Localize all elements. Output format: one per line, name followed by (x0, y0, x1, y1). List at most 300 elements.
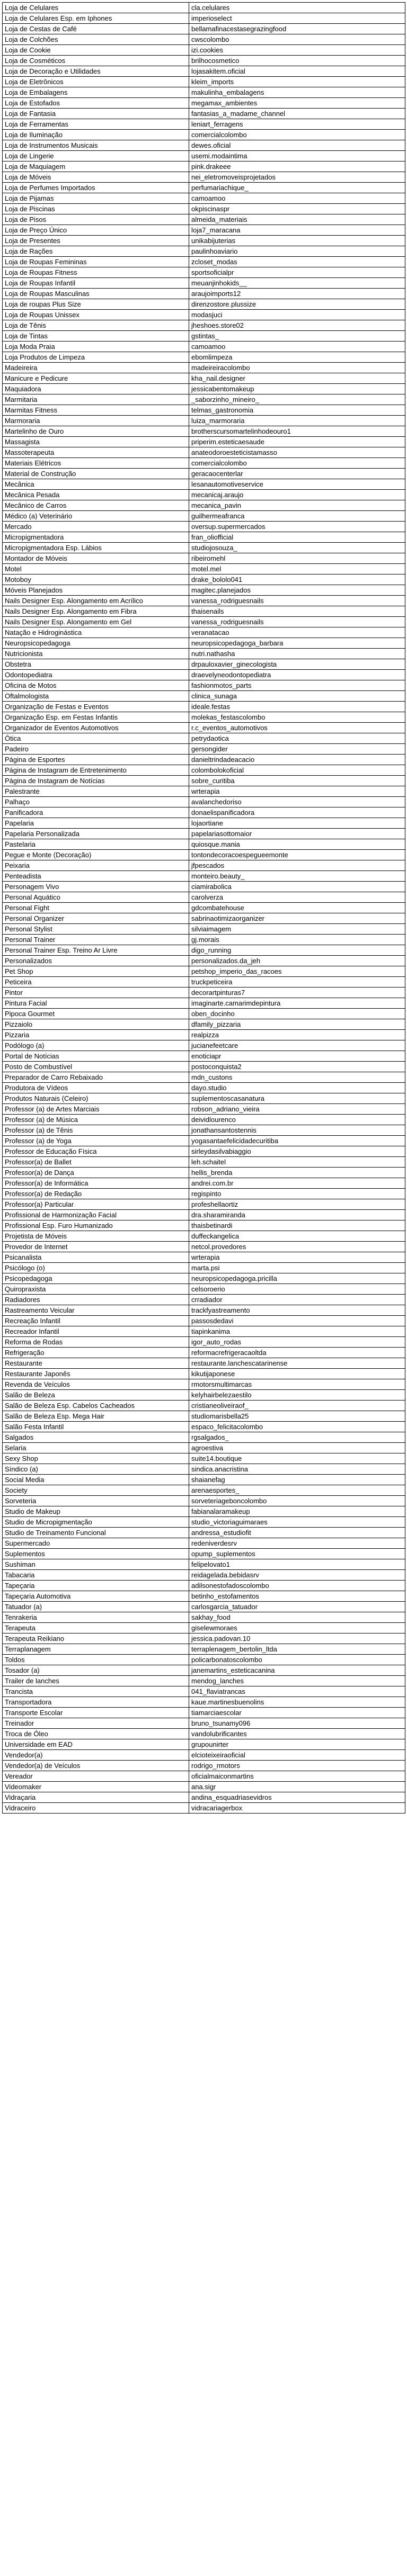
category-cell[interactable]: Tabacaria (3, 1570, 189, 1581)
instagram-handle-cell[interactable]: jessica.padovan.10 (189, 1633, 405, 1644)
instagram-handle-cell[interactable]: neuropsicopedagoga.pricilla (189, 1273, 405, 1284)
category-cell[interactable]: Society (3, 1485, 189, 1496)
category-cell[interactable]: Motel (3, 564, 189, 575)
instagram-handle-cell[interactable]: sabrinaotimizaorganizer (189, 913, 405, 924)
instagram-handle-cell[interactable]: jucianefeetcare (189, 1040, 405, 1051)
category-cell[interactable]: Pet Shop (3, 966, 189, 977)
category-cell[interactable]: Troca de Óleo (3, 1729, 189, 1739)
instagram-handle-cell[interactable]: bruno_tsunamy096 (189, 1718, 405, 1729)
category-cell[interactable]: Salão Festa Infantil (3, 1422, 189, 1432)
category-cell[interactable]: Rastreamento Veicular (3, 1305, 189, 1316)
instagram-handle-cell[interactable]: donaelispanificadora (189, 807, 405, 818)
instagram-handle-cell[interactable]: gersongider (189, 744, 405, 755)
category-cell[interactable]: Peixaria (3, 860, 189, 871)
category-cell[interactable]: Profissional de Harmonização Facial (3, 1210, 189, 1220)
category-cell[interactable]: Loja de Roupas Unissex (3, 310, 189, 320)
instagram-handle-cell[interactable]: reidagelada.bebidasrv (189, 1570, 405, 1581)
category-cell[interactable]: Loja de Roupas Infantil (3, 278, 189, 289)
instagram-handle-cell[interactable]: andina_esquadriasevidros (189, 1792, 405, 1803)
instagram-handle-cell[interactable]: trackfyastreamento (189, 1305, 405, 1316)
category-cell[interactable]: Pastelaria (3, 839, 189, 850)
category-cell[interactable]: Organização de Festas e Eventos (3, 702, 189, 712)
instagram-handle-cell[interactable]: sirleydasilvabiaggio (189, 1146, 405, 1157)
category-cell[interactable]: Salão de Beleza Esp. Mega Hair (3, 1411, 189, 1422)
instagram-handle-cell[interactable]: profeshellaortiz (189, 1199, 405, 1210)
instagram-handle-cell[interactable]: izi.cookies (189, 45, 405, 56)
instagram-handle-cell[interactable]: mendog_lanches (189, 1676, 405, 1686)
instagram-handle-cell[interactable]: _saborzinho_mineiro_ (189, 394, 405, 405)
instagram-handle-cell[interactable]: loja7_maracana (189, 225, 405, 236)
instagram-handle-cell[interactable]: giselewmoraes (189, 1623, 405, 1633)
category-cell[interactable]: Loja de Presentes (3, 236, 189, 246)
category-cell[interactable]: Nails Designer Esp. Alongamento em Fibra (3, 606, 189, 617)
category-cell[interactable]: Loja de Iluminação (3, 130, 189, 140)
category-cell[interactable]: Loja de Eletrônicos (3, 77, 189, 87)
category-cell[interactable]: Mercado (3, 522, 189, 532)
category-cell[interactable]: Loja de Pijamas (3, 193, 189, 204)
instagram-handle-cell[interactable]: luiza_marmoraria (189, 416, 405, 426)
category-cell[interactable]: Salão de Beleza (3, 1390, 189, 1401)
instagram-handle-cell[interactable]: kaue.martinesbuenolins (189, 1697, 405, 1708)
instagram-handle-cell[interactable]: betinho_estofamentos (189, 1591, 405, 1602)
category-cell[interactable]: Micropigmentadora (3, 532, 189, 543)
instagram-handle-cell[interactable]: shaianefag (189, 1475, 405, 1485)
instagram-handle-cell[interactable]: hellis_brenda (189, 1168, 405, 1178)
instagram-handle-cell[interactable]: carolverza (189, 892, 405, 903)
instagram-handle-cell[interactable]: paulinhoaviario (189, 246, 405, 257)
category-cell[interactable]: Página de Instagram de Notícias (3, 776, 189, 786)
instagram-handle-cell[interactable]: guilhermeafranca (189, 511, 405, 522)
instagram-handle-cell[interactable]: deividlourenco (189, 1115, 405, 1125)
category-cell[interactable]: Peticeira (3, 977, 189, 988)
category-cell[interactable]: Pegue e Monte (Decoração) (3, 850, 189, 860)
instagram-handle-cell[interactable]: neuropsicopedagoga_barbara (189, 638, 405, 649)
instagram-handle-cell[interactable]: imperioselect (189, 13, 405, 24)
instagram-handle-cell[interactable]: oversup.supermercados (189, 522, 405, 532)
instagram-handle-cell[interactable]: igor_auto_rodas (189, 1337, 405, 1348)
category-cell[interactable]: Loja de Estofados (3, 98, 189, 109)
category-cell[interactable]: Toldos (3, 1655, 189, 1665)
category-cell[interactable]: Tenrakeria (3, 1612, 189, 1623)
category-cell[interactable]: Sorveteria (3, 1496, 189, 1506)
category-cell[interactable]: Obstetra (3, 659, 189, 670)
instagram-handle-cell[interactable]: lojaortiane (189, 818, 405, 829)
instagram-handle-cell[interactable]: 041_flaviatrancas (189, 1686, 405, 1697)
category-cell[interactable]: Podólogo (a) (3, 1040, 189, 1051)
instagram-handle-cell[interactable]: sorveteriageboncolombo (189, 1496, 405, 1506)
category-cell[interactable]: Transportadora (3, 1697, 189, 1708)
category-cell[interactable]: Marmitas Fitness (3, 405, 189, 416)
category-cell[interactable]: Personal Organizer (3, 913, 189, 924)
instagram-handle-cell[interactable]: fantasias_a_madame_channel (189, 109, 405, 119)
instagram-handle-cell[interactable]: quiosque.mania (189, 839, 405, 850)
category-cell[interactable]: Martelinho de Ouro (3, 426, 189, 437)
category-cell[interactable]: Sushiman (3, 1559, 189, 1570)
category-cell[interactable]: Loja de Preço Único (3, 225, 189, 236)
category-cell[interactable]: Reforma de Rodas (3, 1337, 189, 1348)
category-cell[interactable]: Videomaker (3, 1782, 189, 1792)
category-cell[interactable]: Página de Instagram de Entretenimento (3, 765, 189, 776)
category-cell[interactable]: Montador de Móveis (3, 553, 189, 564)
instagram-handle-cell[interactable]: regispinto (189, 1189, 405, 1199)
instagram-handle-cell[interactable]: decorartpinturas7 (189, 988, 405, 998)
instagram-handle-cell[interactable]: truckpeticeira (189, 977, 405, 988)
category-cell[interactable]: Penteadista (3, 871, 189, 882)
category-cell[interactable]: Nails Designer Esp. Alongamento em Acrílico (3, 596, 189, 606)
instagram-handle-cell[interactable]: modasjuci (189, 310, 405, 320)
instagram-handle-cell[interactable]: petshop_imperio_das_racoes (189, 966, 405, 977)
category-cell[interactable]: Terraplanagem (3, 1644, 189, 1655)
instagram-handle-cell[interactable]: mecanica_pavin (189, 500, 405, 511)
category-cell[interactable]: Psicopedagoga (3, 1273, 189, 1284)
category-cell[interactable]: Tosador (a) (3, 1665, 189, 1676)
instagram-handle-cell[interactable]: andrei.com.br (189, 1178, 405, 1189)
category-cell[interactable]: Panificadora (3, 807, 189, 818)
instagram-handle-cell[interactable]: agroestiva (189, 1443, 405, 1453)
category-cell[interactable]: Vendedor(a) de Veículos (3, 1761, 189, 1771)
category-cell[interactable]: Loja de Cestas de Café (3, 24, 189, 34)
category-cell[interactable]: Loja de Ferramentas (3, 119, 189, 130)
category-cell[interactable]: Produtos Naturais (Celeiro) (3, 1093, 189, 1104)
category-cell[interactable]: Tapeçaria (3, 1581, 189, 1591)
instagram-handle-cell[interactable]: priperim.esteticaesaude (189, 437, 405, 447)
instagram-handle-cell[interactable]: gj.morais (189, 935, 405, 945)
category-cell[interactable]: Massoterapeuta (3, 447, 189, 458)
instagram-handle-cell[interactable]: personalizados.da_jeh (189, 956, 405, 966)
instagram-handle-cell[interactable]: studio_victoriaguimaraes (189, 1517, 405, 1528)
category-cell[interactable]: Personal Trainer Esp. Treino Ar Livre (3, 945, 189, 956)
instagram-handle-cell[interactable]: lesanautomotiveservice (189, 479, 405, 490)
instagram-handle-cell[interactable]: marta.psi (189, 1263, 405, 1273)
category-cell[interactable]: Personal Aquático (3, 892, 189, 903)
category-cell[interactable]: Micropigmentadora Esp. Lábios (3, 543, 189, 553)
instagram-handle-cell[interactable]: jheshoes.store02 (189, 320, 405, 331)
category-cell[interactable]: Pipoca Gourmet (3, 1009, 189, 1019)
instagram-handle-cell[interactable]: leniart_ferragens (189, 119, 405, 130)
category-cell[interactable]: Suplementos (3, 1549, 189, 1559)
category-cell[interactable]: Studio de Makeup (3, 1506, 189, 1517)
category-cell[interactable]: Professor(a) de Dança (3, 1168, 189, 1178)
instagram-handle-cell[interactable]: gdcombatehouse (189, 903, 405, 913)
category-cell[interactable]: Marmoraria (3, 416, 189, 426)
category-cell[interactable]: Loja de Piscinas (3, 204, 189, 214)
instagram-handle-cell[interactable]: digo_running (189, 945, 405, 956)
instagram-handle-cell[interactable]: dra.sharamiranda (189, 1210, 405, 1220)
category-cell[interactable]: Manicure e Pedicure (3, 373, 189, 384)
instagram-handle-cell[interactable]: avalanchedoriso (189, 797, 405, 807)
category-cell[interactable]: Mecânico de Carros (3, 500, 189, 511)
instagram-handle-cell[interactable]: drake_bololo041 (189, 575, 405, 585)
category-cell[interactable]: Maquiadora (3, 384, 189, 394)
instagram-handle-cell[interactable]: tontondecoracoespegueemonte (189, 850, 405, 860)
category-cell[interactable]: Produtora de Vídeos (3, 1083, 189, 1093)
instagram-handle-cell[interactable]: silviaimagem (189, 924, 405, 935)
category-cell[interactable]: Studio de Treinamento Funcional (3, 1528, 189, 1538)
instagram-handle-cell[interactable]: opump_suplementos (189, 1549, 405, 1559)
category-cell[interactable]: Professor (a) de Artes Marciais (3, 1104, 189, 1115)
instagram-handle-cell[interactable]: dfamily_pizzaria (189, 1019, 405, 1030)
category-cell[interactable]: Loja de Celulares (3, 3, 189, 13)
category-cell[interactable]: Trancista (3, 1686, 189, 1697)
category-cell[interactable]: Loja de Roupas Fitness (3, 267, 189, 278)
category-cell[interactable]: Motoboy (3, 575, 189, 585)
category-cell[interactable]: Personal Stylist (3, 924, 189, 935)
instagram-handle-cell[interactable]: carlosgarcia_tatuador (189, 1602, 405, 1612)
instagram-handle-cell[interactable]: enoticiapr (189, 1051, 405, 1062)
instagram-handle-cell[interactable]: passosdedavi (189, 1316, 405, 1326)
category-cell[interactable]: Personagem Vivo (3, 882, 189, 892)
category-cell[interactable]: Vereador (3, 1771, 189, 1782)
instagram-handle-cell[interactable]: vandolubrificantes (189, 1729, 405, 1739)
instagram-handle-cell[interactable]: meuanjinhokids__ (189, 278, 405, 289)
instagram-handle-cell[interactable]: thaisenails (189, 606, 405, 617)
instagram-handle-cell[interactable]: ana.sigr (189, 1782, 405, 1792)
instagram-handle-cell[interactable]: studiojosouza_ (189, 543, 405, 553)
category-cell[interactable]: Pizzaiolo (3, 1019, 189, 1030)
category-cell[interactable]: Loja de Tênis (3, 320, 189, 331)
category-cell[interactable]: Vendedor(a) (3, 1750, 189, 1761)
instagram-handle-cell[interactable]: ebomlimpeza (189, 352, 405, 363)
category-cell[interactable]: Provedor de Internet (3, 1242, 189, 1252)
instagram-handle-cell[interactable]: sobre_curitiba (189, 776, 405, 786)
category-cell[interactable]: Professor(a) de Informática (3, 1178, 189, 1189)
category-cell[interactable]: Pizzaria (3, 1030, 189, 1040)
category-cell[interactable]: Professor (a) de Tênis (3, 1125, 189, 1136)
category-cell[interactable]: Terapeuta (3, 1623, 189, 1633)
category-cell[interactable]: Posto de Combustível (3, 1062, 189, 1072)
category-cell[interactable]: Pintura Facial (3, 998, 189, 1009)
instagram-handle-cell[interactable]: thaisbetinardi (189, 1220, 405, 1231)
instagram-handle-cell[interactable]: pink.drakeee (189, 161, 405, 172)
instagram-handle-cell[interactable]: lojasakitem.oficial (189, 66, 405, 77)
instagram-handle-cell[interactable]: araujoimports12 (189, 289, 405, 299)
instagram-handle-cell[interactable]: colombolokoficial (189, 765, 405, 776)
category-cell[interactable]: Profissional Esp. Furo Humanizado (3, 1220, 189, 1231)
category-cell[interactable]: Nails Designer Esp. Alongamento em Gel (3, 617, 189, 627)
category-cell[interactable]: Restaurante (3, 1358, 189, 1369)
category-cell[interactable]: Projetista de Móveis (3, 1231, 189, 1242)
instagram-handle-cell[interactable]: draevelyneodontopediatra (189, 670, 405, 680)
category-cell[interactable]: Nutricionista (3, 649, 189, 659)
instagram-handle-cell[interactable]: tiamarciaescolar (189, 1708, 405, 1718)
category-cell[interactable]: Natação e Hidroginástica (3, 627, 189, 638)
instagram-handle-cell[interactable]: cla.celulares (189, 3, 405, 13)
category-cell[interactable]: Odontopediatra (3, 670, 189, 680)
category-cell[interactable]: Marmitaria (3, 394, 189, 405)
category-cell[interactable]: Refrigeração (3, 1348, 189, 1358)
category-cell[interactable]: Sexy Shop (3, 1453, 189, 1464)
category-cell[interactable]: Quiropraxista (3, 1284, 189, 1295)
instagram-handle-cell[interactable]: rmotorsmultimarcas (189, 1379, 405, 1390)
category-cell[interactable]: Síndico (a) (3, 1464, 189, 1475)
instagram-handle-cell[interactable]: tiapinkanima (189, 1326, 405, 1337)
category-cell[interactable]: Neuropsicopedagoga (3, 638, 189, 649)
instagram-handle-cell[interactable]: monteiro.beauty_ (189, 871, 405, 882)
instagram-handle-cell[interactable]: bellamafinacestasegrazingfood (189, 24, 405, 34)
instagram-handle-cell[interactable]: oficialmaiconmartins (189, 1771, 405, 1782)
instagram-handle-cell[interactable]: felipelovato1 (189, 1559, 405, 1570)
instagram-handle-cell[interactable]: dewes.oficial (189, 140, 405, 151)
category-cell[interactable]: Loja de Perfumes Importados (3, 183, 189, 193)
instagram-handle-cell[interactable]: madeireiracolombo (189, 363, 405, 373)
category-cell[interactable]: Social Media (3, 1475, 189, 1485)
category-cell[interactable]: Transporte Escolar (3, 1708, 189, 1718)
category-cell[interactable]: Oftalmologista (3, 691, 189, 702)
category-cell[interactable]: Móveis Planejados (3, 585, 189, 596)
instagram-handle-cell[interactable]: arenaesportes_ (189, 1485, 405, 1496)
instagram-handle-cell[interactable]: gstintas_ (189, 331, 405, 342)
instagram-handle-cell[interactable]: motel.mel (189, 564, 405, 575)
category-cell[interactable]: Organização Esp. em Festas Infantis (3, 712, 189, 723)
instagram-handle-cell[interactable]: jfpescados (189, 860, 405, 871)
category-cell[interactable]: Terapeuta Reikiano (3, 1633, 189, 1644)
instagram-handle-cell[interactable]: sindica.anacristina (189, 1464, 405, 1475)
instagram-handle-cell[interactable]: molekas_festascolombo (189, 712, 405, 723)
category-cell[interactable]: Preparador de Carro Rebaixado (3, 1072, 189, 1083)
instagram-handle-cell[interactable]: kikutijaponese (189, 1369, 405, 1379)
instagram-handle-cell[interactable]: ribeiromehl (189, 553, 405, 564)
instagram-handle-cell[interactable]: sportsoficialpr (189, 267, 405, 278)
category-cell[interactable]: Loja de Móveis (3, 172, 189, 183)
category-cell[interactable]: Psicólogo (o) (3, 1263, 189, 1273)
category-cell[interactable]: Professor (a) de Yoga (3, 1136, 189, 1146)
instagram-handle-cell[interactable]: usemi.modaintima (189, 151, 405, 161)
category-cell[interactable]: Papelaria Personalizada (3, 829, 189, 839)
category-cell[interactable]: Ótica (3, 733, 189, 744)
instagram-handle-cell[interactable]: nei_eletromoveisprojetados (189, 172, 405, 183)
instagram-handle-cell[interactable]: cristianeoliveiraof_ (189, 1401, 405, 1411)
instagram-handle-cell[interactable]: redeniverdesrv (189, 1538, 405, 1549)
category-cell[interactable]: Organizador de Eventos Automotivos (3, 723, 189, 733)
category-cell[interactable]: Pintor (3, 988, 189, 998)
instagram-handle-cell[interactable]: kleim_imports (189, 77, 405, 87)
category-cell[interactable]: Professor (a) de Música (3, 1115, 189, 1125)
category-cell[interactable]: Selaria (3, 1443, 189, 1453)
instagram-handle-cell[interactable]: camoamoo (189, 342, 405, 352)
instagram-handle-cell[interactable]: mecanicaj.araujo (189, 490, 405, 500)
instagram-handle-cell[interactable]: perfumariachique_ (189, 183, 405, 193)
instagram-handle-cell[interactable]: clinica_sunaga (189, 691, 405, 702)
instagram-handle-cell[interactable]: vidracariagerbox (189, 1803, 405, 1814)
instagram-handle-cell[interactable]: suplementoscasanatura (189, 1093, 405, 1104)
category-cell[interactable]: Loja de Celulares Esp. em Iphones (3, 13, 189, 24)
category-cell[interactable]: Personalizados (3, 956, 189, 966)
category-cell[interactable]: Mecânica (3, 479, 189, 490)
category-cell[interactable]: Portal de Notícias (3, 1051, 189, 1062)
instagram-handle-cell[interactable]: camoamoo (189, 193, 405, 204)
instagram-handle-cell[interactable]: jonathansantostennis (189, 1125, 405, 1136)
instagram-handle-cell[interactable]: terraplenagem_bertolin_ltda (189, 1644, 405, 1655)
category-cell[interactable]: Trailer de lanches (3, 1676, 189, 1686)
instagram-handle-cell[interactable]: fabianalaramakeup (189, 1506, 405, 1517)
category-cell[interactable]: Salgados (3, 1432, 189, 1443)
instagram-handle-cell[interactable]: robson_adriano_vieira (189, 1104, 405, 1115)
instagram-handle-cell[interactable]: brilhocosmetico (189, 56, 405, 66)
category-cell[interactable]: Treinador (3, 1718, 189, 1729)
instagram-handle-cell[interactable]: celsoroerio (189, 1284, 405, 1295)
category-cell[interactable]: Professor(a) de Ballet (3, 1157, 189, 1168)
category-cell[interactable]: Professor(a) de Redação (3, 1189, 189, 1199)
instagram-handle-cell[interactable]: fran_oliofficial (189, 532, 405, 543)
instagram-handle-cell[interactable]: ciamirabolica (189, 882, 405, 892)
category-cell[interactable]: Professor de Educação Física (3, 1146, 189, 1157)
instagram-handle-cell[interactable]: geracaocenterlar (189, 469, 405, 479)
instagram-handle-cell[interactable]: megamax_ambientes (189, 98, 405, 109)
instagram-handle-cell[interactable]: janemartins_esteticacanina (189, 1665, 405, 1676)
category-cell[interactable]: Loja de Instrumentos Musicais (3, 140, 189, 151)
category-cell[interactable]: Tapeçaria Automotiva (3, 1591, 189, 1602)
instagram-handle-cell[interactable]: almeida_materiais (189, 214, 405, 225)
category-cell[interactable]: Palestrante (3, 786, 189, 797)
instagram-handle-cell[interactable]: petrydaotica (189, 733, 405, 744)
instagram-handle-cell[interactable]: anateodoroesteticistamasso (189, 447, 405, 458)
category-cell[interactable]: Madeireira (3, 363, 189, 373)
category-cell[interactable]: Loja de Fantasia (3, 109, 189, 119)
instagram-handle-cell[interactable]: grupounirter (189, 1739, 405, 1750)
instagram-handle-cell[interactable]: jessicabentomakeup (189, 384, 405, 394)
category-cell[interactable]: Professor(a) Particular (3, 1199, 189, 1210)
category-cell[interactable]: Loja de roupas Plus Size (3, 299, 189, 310)
instagram-handle-cell[interactable]: policarbonatoscolombo (189, 1655, 405, 1665)
category-cell[interactable]: Tatuador (a) (3, 1602, 189, 1612)
instagram-handle-cell[interactable]: rodrigo_rmotors (189, 1761, 405, 1771)
category-cell[interactable]: Loja de Roupas Masculinas (3, 289, 189, 299)
instagram-handle-cell[interactable]: unikabijuterias (189, 236, 405, 246)
instagram-handle-cell[interactable]: studiomarisbella25 (189, 1411, 405, 1422)
category-cell[interactable]: Radiadores (3, 1295, 189, 1305)
instagram-handle-cell[interactable]: imaginarte.camarimdepintura (189, 998, 405, 1009)
instagram-handle-cell[interactable]: sakhay_food (189, 1612, 405, 1623)
category-cell[interactable]: Loja de Embalagens (3, 87, 189, 98)
instagram-handle-cell[interactable]: nutri.nathasha (189, 649, 405, 659)
category-cell[interactable]: Loja de Tintas (3, 331, 189, 342)
instagram-handle-cell[interactable]: reformacrefrigeracaoltda (189, 1348, 405, 1358)
instagram-handle-cell[interactable]: elcioteixeiraoficial (189, 1750, 405, 1761)
instagram-handle-cell[interactable]: veranatacao (189, 627, 405, 638)
instagram-handle-cell[interactable]: espaco_felicitacolombo (189, 1422, 405, 1432)
instagram-handle-cell[interactable]: wrterapia (189, 1252, 405, 1263)
category-cell[interactable]: Personal Fight (3, 903, 189, 913)
instagram-handle-cell[interactable]: danieltrindadeacacio (189, 755, 405, 765)
instagram-handle-cell[interactable]: dayo.studio (189, 1083, 405, 1093)
category-cell[interactable]: Material de Construção (3, 469, 189, 479)
category-cell[interactable]: Médico (a) Veterinário (3, 511, 189, 522)
category-cell[interactable]: Vidraçaria (3, 1792, 189, 1803)
category-cell[interactable]: Loja de Cookie (3, 45, 189, 56)
category-cell[interactable]: Loja de Maquiagem (3, 161, 189, 172)
category-cell[interactable]: Padeiro (3, 744, 189, 755)
instagram-handle-cell[interactable]: makulinha_embalagens (189, 87, 405, 98)
instagram-handle-cell[interactable]: magitec.planejados (189, 585, 405, 596)
instagram-handle-cell[interactable]: papelariasottomaior (189, 829, 405, 839)
instagram-handle-cell[interactable]: telmas_gastronomia (189, 405, 405, 416)
instagram-handle-cell[interactable]: mdn_custons (189, 1072, 405, 1083)
instagram-handle-cell[interactable]: brotherscursomartelinhodeouro1 (189, 426, 405, 437)
category-cell[interactable]: Loja de Rações (3, 246, 189, 257)
instagram-handle-cell[interactable]: comercialcolombo (189, 458, 405, 469)
instagram-handle-cell[interactable]: okpiscinaspr (189, 204, 405, 214)
instagram-handle-cell[interactable]: ideale.festas (189, 702, 405, 712)
category-cell[interactable]: Universidade em EAD (3, 1739, 189, 1750)
category-cell[interactable]: Loja de Cosméticos (3, 56, 189, 66)
instagram-handle-cell[interactable]: netcol.provedores (189, 1242, 405, 1252)
category-cell[interactable]: Recreador Infantil (3, 1326, 189, 1337)
category-cell[interactable]: Studio de Micropigmentação (3, 1517, 189, 1528)
instagram-handle-cell[interactable]: rgsalgados_ (189, 1432, 405, 1443)
category-cell[interactable]: Papelaria (3, 818, 189, 829)
category-cell[interactable]: Vidraceiro (3, 1803, 189, 1814)
instagram-handle-cell[interactable]: wrterapia (189, 786, 405, 797)
